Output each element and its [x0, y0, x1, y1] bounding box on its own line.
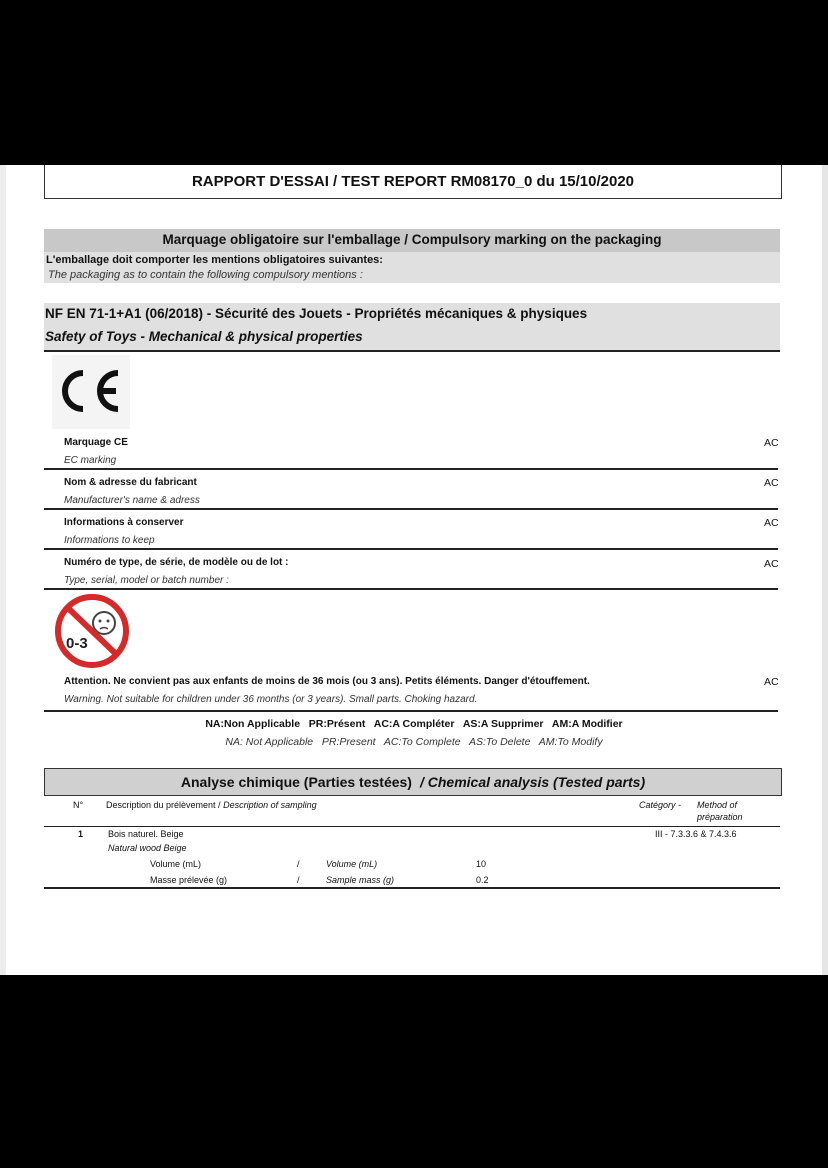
volume-separator: /: [297, 859, 300, 869]
age-warning-icon: [52, 592, 132, 670]
col-category: Catégory -: [639, 800, 682, 810]
mass-value: 0.2: [476, 875, 489, 885]
report-page: [0, 165, 828, 975]
item-ce-en: EC marking: [64, 455, 117, 466]
item-manufacturer-result: AC: [764, 477, 779, 489]
chemical-heading-fr: Analyse chimique (Parties testées): [180, 774, 412, 790]
age-icon-label: 0-3: [66, 635, 88, 652]
chemical-heading: [44, 768, 782, 796]
standard-title-en: Safety of Toys - Mechanical & physical properties: [45, 329, 363, 344]
item-type-en: Type, serial, model or batch number :: [64, 575, 229, 586]
legend-en: NA: Not Applicable PR:Present AC:To Complete AS:To Delete AM:To Modify: [225, 736, 603, 748]
mass-separator: /: [297, 875, 300, 885]
marking-heading: Marquage obligatoire sur l'emballage / Compulsory marking on the packaging: [162, 232, 662, 247]
item-ce-fr: Marquage CE: [64, 437, 128, 448]
divider: [44, 350, 780, 352]
marking-intro-en: The packaging as to contain the following compulsory mentions :: [48, 269, 363, 281]
divider: [44, 710, 778, 712]
item-info-en: Informations to keep: [64, 535, 155, 546]
col-desc: [106, 800, 317, 810]
report-title: RAPPORT D'ESSAI / TEST REPORT RM08170_0 du 15/10/2020: [44, 165, 782, 199]
col-desc-fr: Description du prélèvement /: [106, 800, 221, 810]
page-left-edge: [0, 165, 6, 975]
warning-en: Warning. Not suitable for children under 36 months (or 3 years). Small parts. Choking hazard.: [64, 694, 478, 705]
divider: [44, 826, 780, 827]
chemical-heading-en: / Chemical analysis (Tested parts): [419, 774, 646, 790]
volume-value: 10: [476, 859, 487, 869]
standard-title-fr: NF EN 71-1+A1 (06/2018) - Sécurité des Jouets - Propriétés mécaniques & physiques: [45, 306, 588, 321]
item-manufacturer-fr: Nom & adresse du fabricant: [64, 477, 197, 488]
warning-result: AC: [764, 676, 779, 688]
col-desc-en: Description of sampling: [223, 800, 317, 810]
item-type-result: AC: [764, 558, 779, 570]
item-type-fr: Numéro de type, de série, de modèle ou de lot :: [64, 557, 289, 568]
sample-no: 1: [78, 829, 84, 839]
warning-fr: Attention. Ne convient pas aux enfants de moins de 36 mois (ou 3 ans). Petits éléments. Danger d'étouffement.: [64, 676, 590, 687]
col-no: N°: [73, 800, 84, 810]
col-method-1: Method of: [697, 800, 738, 810]
mass-label-fr: Masse prélevée (g): [150, 875, 228, 885]
item-manufacturer-en: Manufacturer's name & adress: [64, 495, 200, 506]
item-info-fr: Informations à conserver: [64, 517, 184, 528]
mass-label-en: Sample mass (g): [326, 875, 395, 885]
item-ce-result: AC: [764, 437, 779, 449]
divider: [44, 548, 778, 550]
divider: [44, 887, 780, 889]
page-right-edge: [822, 165, 828, 975]
item-info-result: AC: [764, 517, 779, 529]
sample-name-en: Natural wood Beige: [108, 843, 187, 853]
divider: [44, 468, 778, 470]
ce-logo-box: [52, 355, 130, 429]
divider: [44, 588, 778, 590]
legend-fr: NA:Non Applicable PR:Présent AC:A Compléter AS:A Supprimer AM:A Modifier: [205, 718, 623, 730]
volume-label-fr: Volume (mL): [150, 859, 202, 869]
sample-name-fr: Bois naturel. Beige: [108, 829, 184, 839]
marking-intro-fr: L'emballage doit comporter les mentions obligatoires suivantes:: [46, 254, 383, 266]
ce-logo-icon: [52, 355, 130, 429]
volume-label-en: Volume (mL): [326, 859, 378, 869]
divider: [44, 508, 778, 510]
sample-category-method: III - 7.3.3.6 & 7.4.3.6: [655, 829, 737, 839]
col-method-2: préparation: [697, 812, 743, 822]
